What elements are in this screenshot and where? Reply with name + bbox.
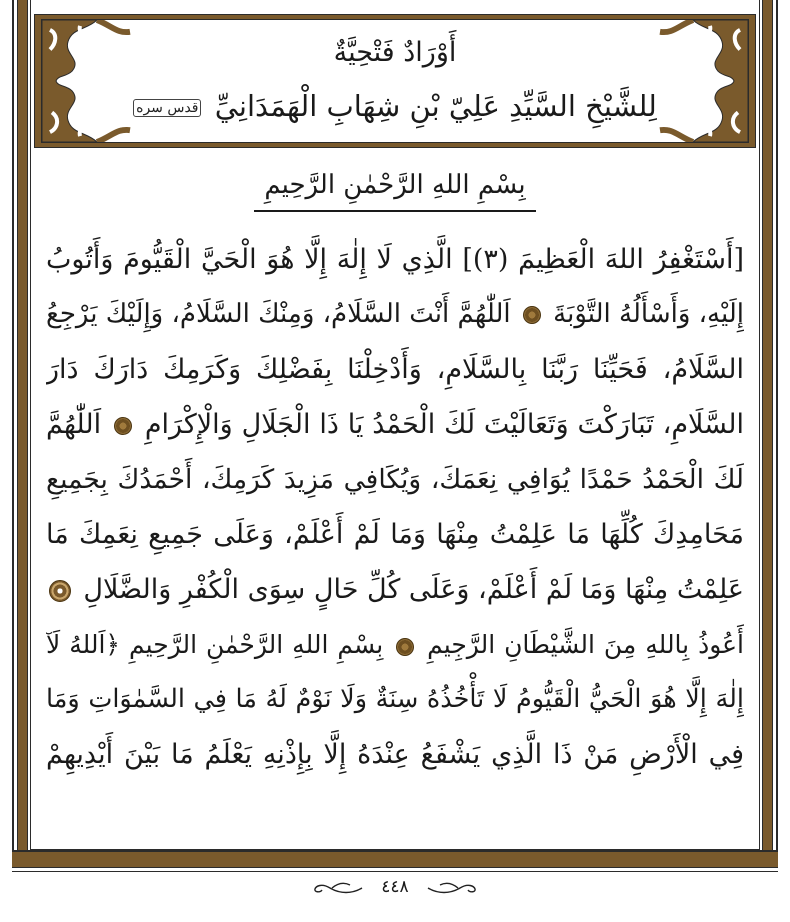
- prayer-text: [46, 232, 744, 782]
- frame-band-right: [762, 0, 773, 852]
- flourish-right-icon: [426, 878, 478, 896]
- outer-frame-line-right: [776, 0, 778, 860]
- text-segment: لَكَ الْحَمْدُ حَمْدًا يُوَافِي نِعَمَكَ، وَيُكَافِي مَزِيدَ كَرَمِكَ، أَحْمَدُكَ بِجَمِيعِ: [46, 464, 744, 495]
- text-line: [46, 562, 744, 617]
- section-end-rosette-icon: [49, 580, 71, 602]
- title-panel-inner: [41, 19, 749, 143]
- frame-band-left: [17, 0, 28, 852]
- text-line: [46, 727, 744, 782]
- text-line: [46, 342, 744, 397]
- rosette-separator-icon: [523, 306, 541, 324]
- text-segment: [أَسْتَغْفِرُ اللهَ الْعَظِيمَ (٣)] الَّذِي لَا إِلٰهَ إِلَّا هُوَ الْحَيَّ الْقَيُّومَ وَأَتُوبُ: [46, 244, 744, 275]
- text-line: [46, 452, 744, 507]
- text-line: [46, 617, 744, 672]
- outer-frame-line-left: [12, 0, 14, 860]
- text-segment: اَللّٰهُمَّ أَنْتَ السَّلَامُ، وَمِنْكَ السَّلَامُ، وَإِلَيْكَ يَرْجِعُ: [46, 299, 511, 329]
- text-line: [46, 287, 744, 342]
- text-segment: السَّلَامُ، فَحَيِّنَا رَبَّنَا بِالسَّلَامِ، وَأَدْخِلْنَا بِفَضْلِكَ وَكَرَمِكَ دَارَكَ دَارَ: [46, 354, 744, 385]
- text-line: [46, 397, 744, 452]
- page-title: أَوْرَادٌ فَتْحِيَّةٌ: [333, 37, 457, 68]
- text-segment: اَللّٰهُمَّ: [46, 409, 102, 440]
- text-segment: بِسْمِ اللهِ الرَّحْمٰنِ الرَّحِيمِ ﴿اَللهُ لَآ: [46, 630, 384, 659]
- text-segment: إِلٰهَ إِلَّا هُوَ الْحَيُّ الْقَيُّومُ لَا تَأْخُذُهُ سِنَةٌ وَلَا نَوْمٌ لَهُ مَا فِي السَّمٰوَاتِ وَمَا: [46, 684, 744, 714]
- flourish-left-icon: [312, 878, 364, 896]
- page-number: ٤٤٨: [381, 876, 409, 897]
- author-name: لِلشَّيْخِ السَّيِّدِ عَلِيّ بْنِ شِهَابِ الْهَمَدَانِيِّ: [214, 89, 657, 123]
- basmala-heading: [0, 160, 790, 212]
- text-segment: السَّلَامِ، تَبَارَكْتَ وَتَعَالَيْتَ لَكَ الْحَمْدُ يَا ذَا الْجَلَالِ وَالْإِكْرَامِ: [144, 409, 744, 440]
- basmala-text: بِسْمِ اللهِ الرَّحْمٰنِ الرَّحِيمِ: [254, 160, 535, 212]
- text-line: [46, 232, 744, 287]
- text-segment: مَحَامِدِكَ كُلِّهَا مَا عَلِمْتُ مِنْهَا وَمَا لَمْ أَعْلَمْ، وَعَلَى جَمِيعِ نِعَمِكَ مَا: [46, 519, 744, 550]
- text-segment: أَعُوذُ بِاللهِ مِنَ الشَّيْطَانِ الرَّجِيمِ: [427, 630, 744, 659]
- title-panel: [34, 14, 756, 148]
- frame-band-bottom: [12, 850, 778, 868]
- text-line: [46, 507, 744, 562]
- text-segment: عَلِمْتُ مِنْهَا وَمَا لَمْ أَعْلَمْ، وَعَلَى كُلِّ حَالٍ سِوَى الْكُفْرِ وَالضَّلَالِ: [83, 574, 744, 605]
- honorific-seal: قدس سره: [133, 99, 201, 117]
- rosette-separator-icon: [114, 417, 132, 435]
- text-segment: إِلَيْهِ، وَأَسْأَلُهُ التَّوْبَةَ: [553, 299, 744, 329]
- text-segment: فِي الْأَرْضِ مَنْ ذَا الَّذِي يَشْفَعُ عِنْدَهُ إِلَّا بِإِذْنِهِ يَعْلَمُ مَا بَيْنَ أَيْدِيهِمْ: [46, 739, 744, 770]
- author-line: [42, 86, 748, 128]
- page-footer: [0, 876, 790, 906]
- text-line: [46, 672, 744, 727]
- rosette-separator-icon: [396, 638, 414, 656]
